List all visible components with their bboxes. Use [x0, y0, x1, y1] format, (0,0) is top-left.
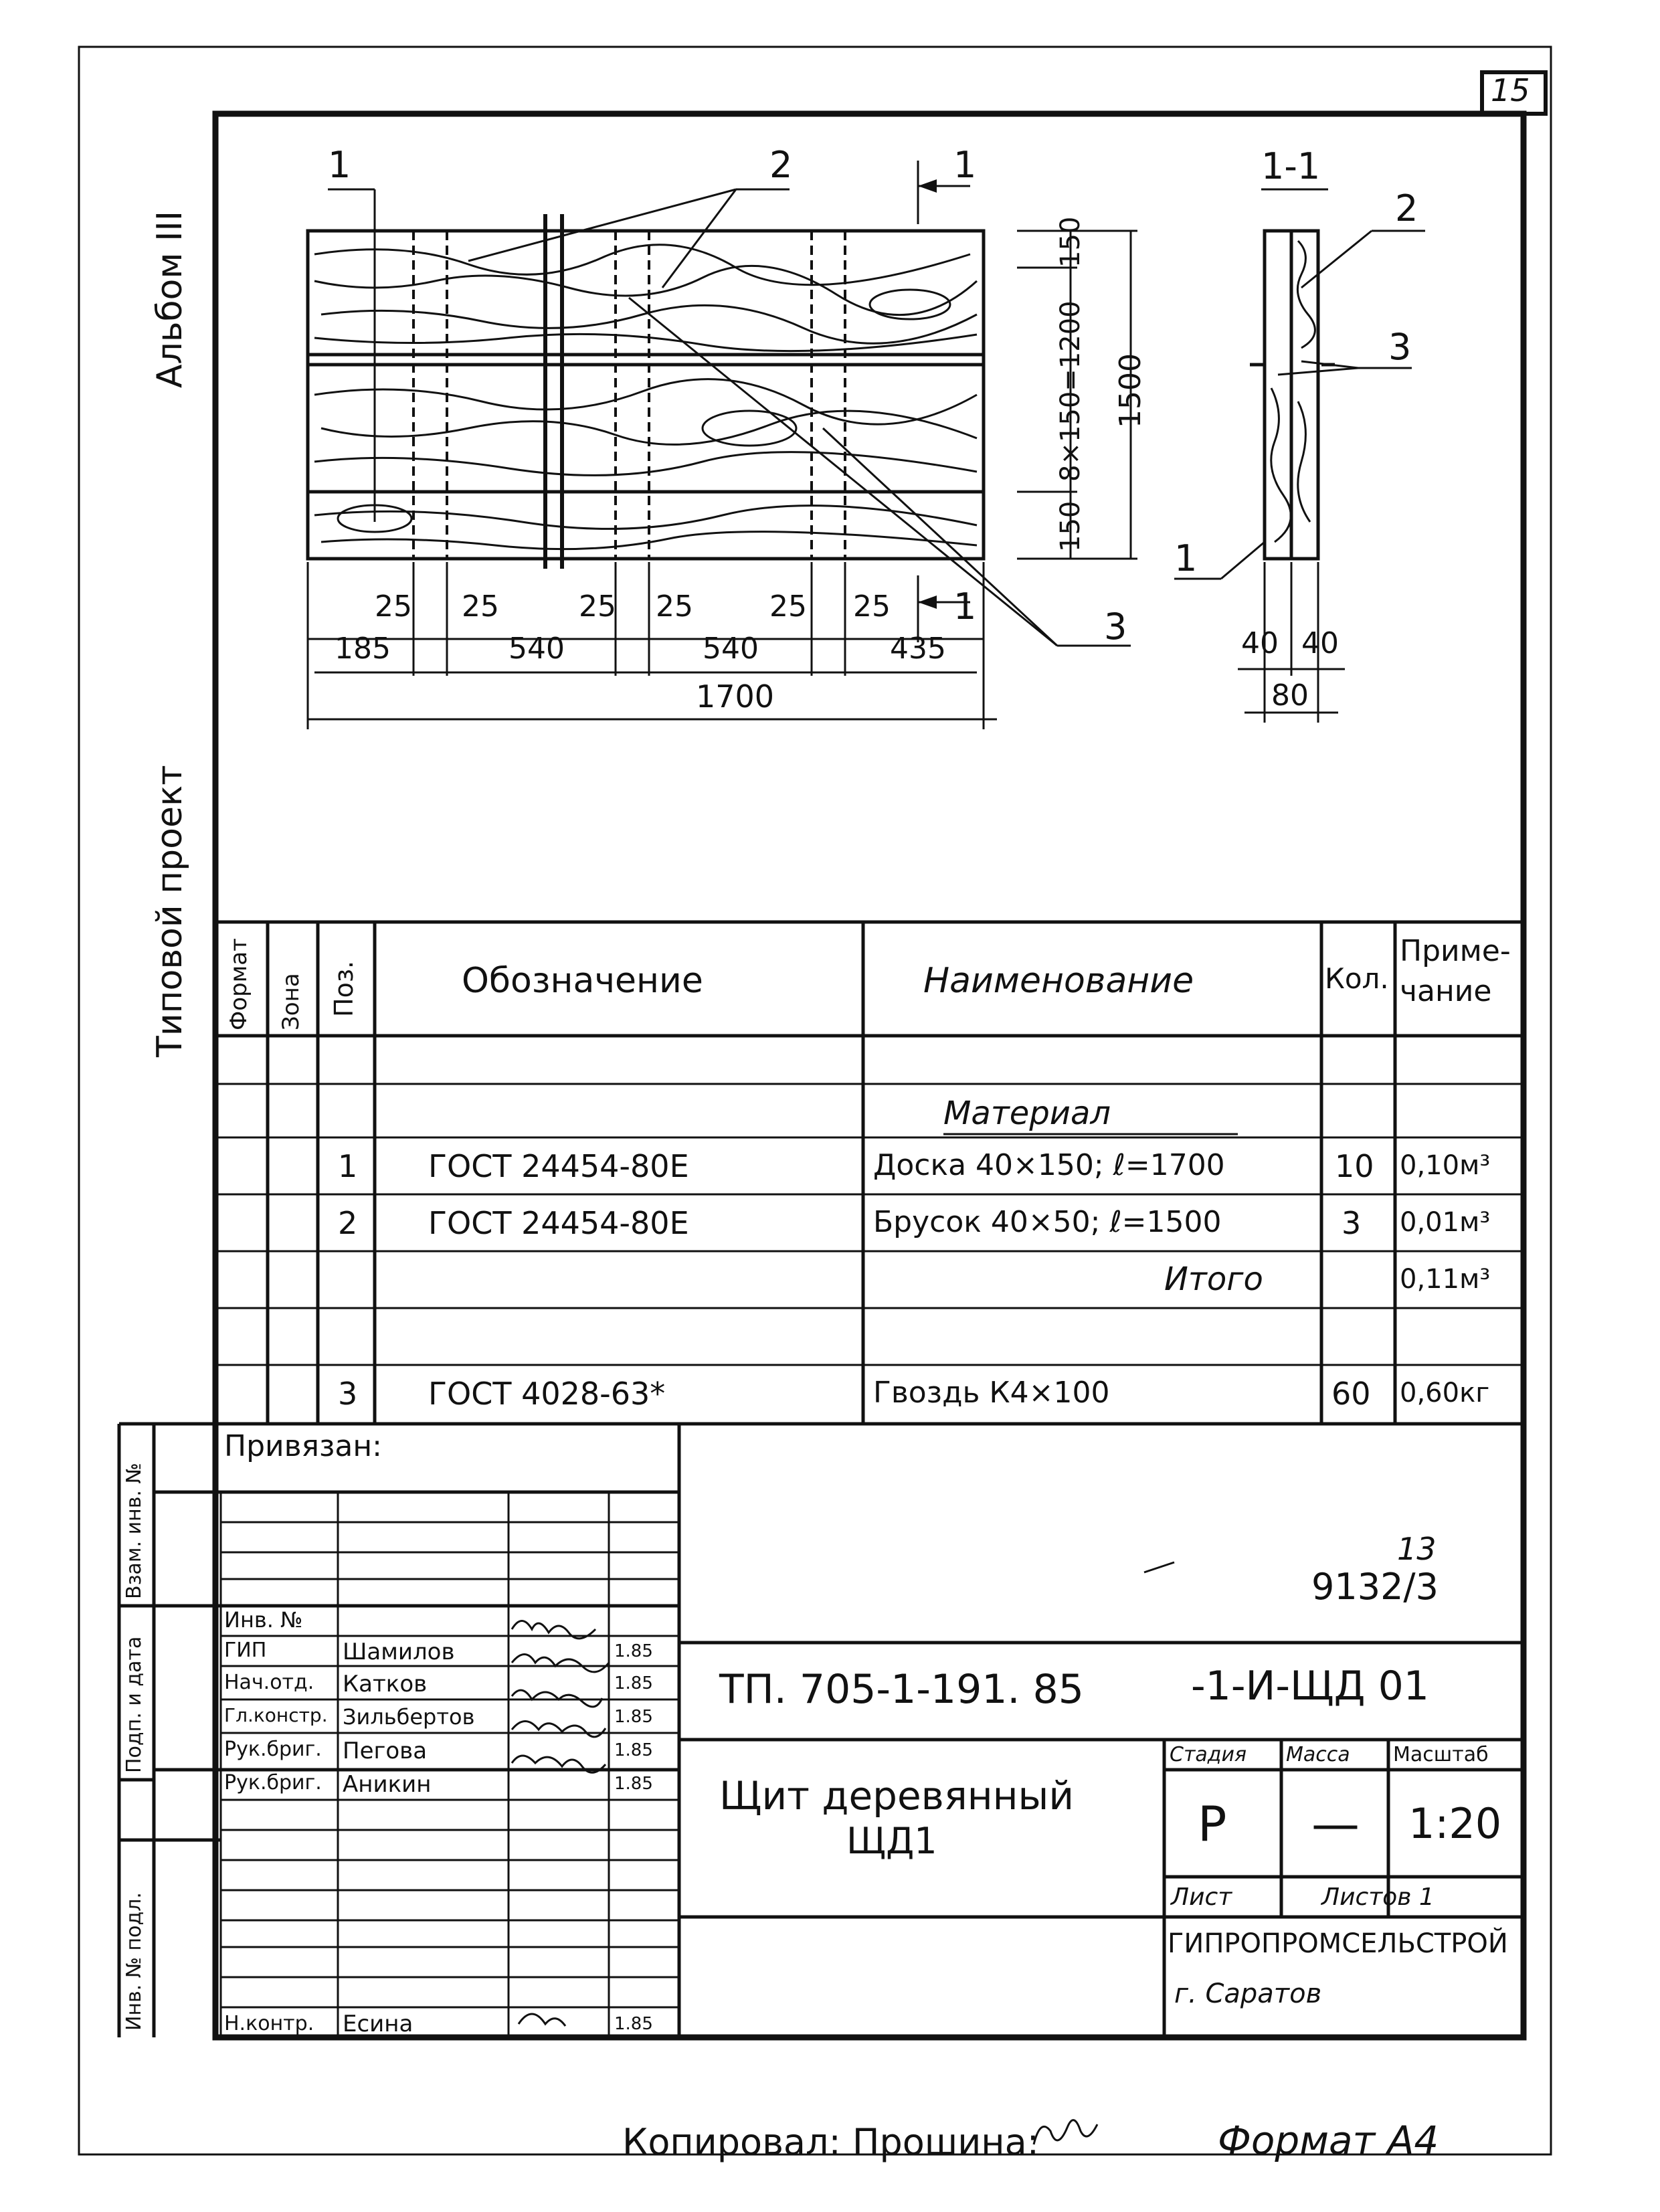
dim-section-40b: 40 — [1301, 626, 1339, 660]
dim-540b: 540 — [703, 632, 759, 666]
scale-value: 1:20 — [1408, 1799, 1502, 1848]
row1-qty: 10 — [1335, 1148, 1374, 1184]
stage-value: Р — [1198, 1796, 1227, 1852]
dim-25e: 25 — [769, 589, 807, 624]
pos1-label-top: 1 — [328, 144, 351, 186]
staff4-date: 1.85 — [614, 1740, 653, 1760]
header-pos: Поз. — [329, 960, 359, 1017]
sheet-label: Лист — [1171, 1883, 1232, 1911]
section-title: 1-1 — [1261, 145, 1321, 187]
scale-label: Масштаб — [1393, 1743, 1489, 1766]
pos3-label-bottom: 3 — [1104, 606, 1127, 648]
staff3-role: Гл.констр. — [224, 1704, 328, 1726]
dim-540a: 540 — [509, 632, 565, 666]
inv-no-label: Инв. № — [224, 1607, 303, 1633]
norm-control-date: 1.85 — [614, 2014, 653, 2034]
section-pos3-label: 3 — [1388, 326, 1412, 368]
sheet-corner-number: 15 — [1491, 72, 1530, 108]
dim-150-top: 150 — [1055, 216, 1086, 268]
header-format: Формат — [225, 938, 252, 1030]
header-qty: Кол. — [1325, 962, 1389, 995]
sheet-num-top: 13 — [1397, 1531, 1437, 1567]
mass-value: — — [1311, 1796, 1360, 1852]
section-material: Материал — [943, 1095, 1111, 1132]
header-designation: Обозначение — [462, 961, 703, 1001]
row3-note: 0,60кг — [1400, 1378, 1490, 1408]
footer-format: Формат А4 — [1218, 2118, 1439, 2163]
side-project-label: Типовой проект — [150, 765, 190, 1057]
staff5-role: Рук.бриг. — [224, 1771, 322, 1794]
dim-section-40a: 40 — [1241, 626, 1279, 660]
dim-1700: 1700 — [696, 678, 775, 715]
section-pos1-label: 1 — [1174, 537, 1198, 579]
dim-section-80: 80 — [1271, 678, 1309, 713]
left-vertical-orig-inv: Инв. № подл. — [122, 1892, 146, 2031]
staff1-role: ГИП — [224, 1639, 267, 1662]
row2-qty: 3 — [1342, 1205, 1362, 1241]
side-album-label: Альбом III — [150, 210, 190, 388]
row2-designation: ГОСТ 24454-80Е — [428, 1205, 689, 1241]
row1-name: Доска 40×150; ℓ=1700 — [873, 1148, 1225, 1182]
staff3-date: 1.85 — [614, 1707, 653, 1727]
row1-designation: ГОСТ 24454-80Е — [428, 1148, 689, 1184]
drawing-code: ТП. 705-1-191. 85 — [719, 1666, 1084, 1713]
norm-control-name: Есина — [343, 2011, 413, 2037]
organization-city: г. Саратов — [1174, 1978, 1322, 2009]
left-vertical-replace-inv: Взам. инв. № — [122, 1463, 146, 1599]
dim-25d: 25 — [656, 589, 693, 624]
header-note-line1: Приме- — [1400, 934, 1511, 968]
sheet-num-bottom: 9132/3 — [1311, 1566, 1439, 1608]
cut-mark-bottom: 1 — [953, 585, 977, 628]
staff2-date: 1.85 — [614, 1673, 653, 1693]
row3-designation: ГОСТ 4028-63* — [428, 1376, 666, 1412]
row3-name: Гвоздь К4×100 — [873, 1376, 1110, 1410]
row2-name: Брусок 40×50; ℓ=1500 — [873, 1205, 1222, 1239]
dim-8x150: 8×150=1200 — [1055, 300, 1086, 482]
staff3-name: Зильбертов — [343, 1704, 475, 1730]
staff1-date: 1.85 — [614, 1641, 653, 1661]
dim-25b: 25 — [462, 589, 499, 624]
header-note-line2: чание — [1400, 974, 1492, 1008]
dim-150-bottom: 150 — [1055, 500, 1086, 552]
title-line2: ЩД1 — [846, 1820, 937, 1862]
dim-1500: 1500 — [1113, 353, 1147, 428]
organization-name: ГИПРОПРОМСЕЛЬСТРОЙ — [1168, 1928, 1508, 1959]
staff4-role: Рук.бриг. — [224, 1738, 322, 1761]
header-name: Наименование — [923, 961, 1194, 1001]
norm-control-role: Н.контр. — [224, 2012, 314, 2035]
staff1-name: Шамилов — [343, 1639, 455, 1665]
dim-25c: 25 — [579, 589, 616, 624]
attached-label: Привязан: — [224, 1429, 382, 1463]
dim-25a: 25 — [375, 589, 412, 624]
mass-label: Масса — [1286, 1743, 1350, 1766]
row1-pos: 1 — [338, 1148, 358, 1184]
drawing-code-suffix: -1-И-ЩД 01 — [1191, 1663, 1429, 1710]
row2-note: 0,01м³ — [1400, 1207, 1491, 1238]
staff4-name: Пегова — [343, 1738, 428, 1764]
row3-pos: 3 — [338, 1376, 358, 1412]
section-pos2-label: 2 — [1395, 187, 1418, 229]
pos2-label-top: 2 — [769, 144, 793, 186]
row2-pos: 2 — [338, 1205, 358, 1241]
stage-label: Стадия — [1170, 1743, 1247, 1766]
row3-qty: 60 — [1331, 1376, 1371, 1412]
cut-mark-top: 1 — [953, 144, 977, 186]
staff5-name: Аникин — [343, 1771, 432, 1798]
dim-435: 435 — [890, 632, 946, 666]
staff2-name: Катков — [343, 1671, 428, 1697]
staff5-date: 1.85 — [614, 1774, 653, 1794]
dim-25f: 25 — [853, 589, 891, 624]
left-vertical-sign-date: Подп. и дата — [122, 1636, 146, 1773]
dim-185: 185 — [335, 632, 391, 666]
total-label: Итого — [1164, 1261, 1263, 1298]
row1-note: 0,10м³ — [1400, 1150, 1491, 1181]
sheets-label: Листов 1 — [1321, 1883, 1435, 1911]
staff2-role: Нач.отд. — [224, 1671, 314, 1694]
title-line1: Щит деревянный — [719, 1773, 1075, 1819]
total-note: 0,11м³ — [1400, 1264, 1491, 1295]
footer-copied: Копировал: Прошина: — [622, 2121, 1039, 2163]
header-zone: Зона — [278, 973, 304, 1030]
